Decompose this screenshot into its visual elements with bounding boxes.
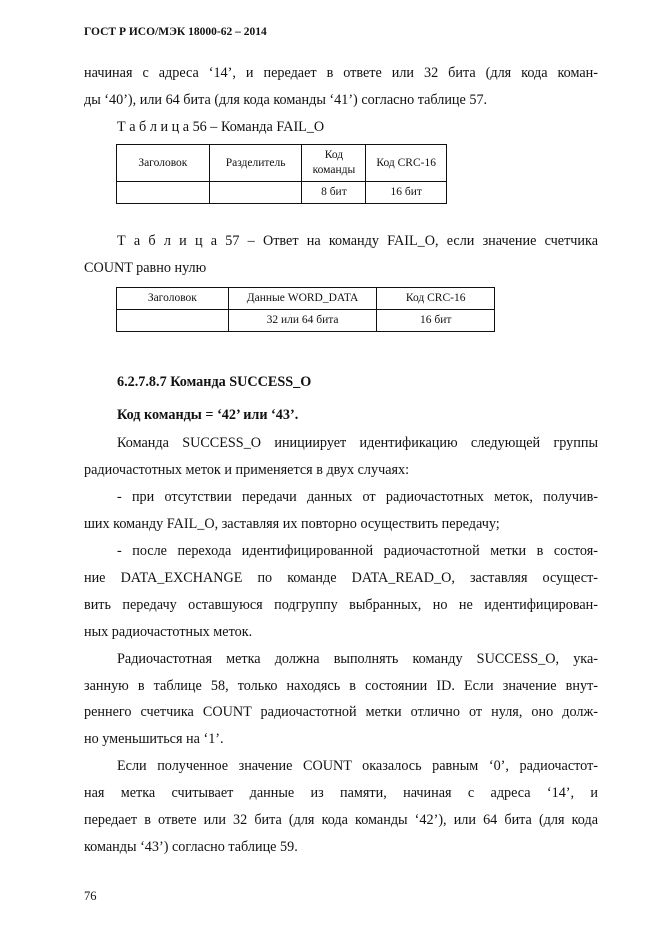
p5-line-3: передает в ответе или 32 бита (для кода команды ‘42’), или 64 бита (для кода — [84, 812, 598, 828]
table57-caption-line-1: Т а б л и ц а 57 – Ответ на команду FAIL_O, если значение счетчика — [117, 233, 598, 249]
p4-line-2: занную в таблице 58, только находясь в состоянии ID. Если значение внут- — [84, 678, 598, 694]
p2-line-1: - при отсутствии передачи данных от радиочастотных меток, получив- — [117, 489, 598, 505]
p4-line-3: реннего счетчика COUNT радиочастотной метки отлично от нуля, оно долж- — [84, 704, 598, 720]
table56-header — [302, 145, 366, 182]
p2-line-2: ших команду FAIL_O, заставляя их повторно осуществить передачу; — [84, 516, 500, 532]
table57-cell: 32 или 64 бита — [228, 310, 377, 332]
p4-line-4: но уменьшиться на ‘1’. — [84, 731, 224, 747]
table56-header: Разделитель — [209, 145, 302, 182]
table-57 — [116, 287, 495, 332]
p4-line-1: Радиочастотная метка должна выполнять команду SUCCESS_O, ука- — [117, 651, 598, 667]
table57-cell — [117, 310, 229, 332]
table56-header-text: Код CRC-16 — [376, 156, 436, 169]
page-number: 76 — [84, 889, 97, 903]
table56-header-text: Код команды — [312, 149, 356, 176]
table57-header: Код CRC-16 — [377, 288, 495, 310]
p3-line-4: ных радиочастотных меток. — [84, 624, 253, 640]
table56-cell: 16 бит — [366, 182, 447, 204]
p1-line-2: радиочастотных меток и применяется в двух случаях: — [84, 462, 410, 478]
document-header: ГОСТ Р ИСО/МЭК 18000-62 – 2014 — [84, 26, 267, 38]
table56-caption: Т а б л и ц а 56 – Команда FAIL_O — [117, 119, 325, 135]
table56-header: Заголовок — [117, 145, 210, 182]
table57-caption-line-2: COUNT равно нулю — [84, 260, 207, 276]
p3-line-2: ние DATA_EXCHANGE по команде DATA_READ_O, заставляя осущест- — [84, 570, 598, 586]
command-code: Код команды = ‘42’ или ‘43’. — [117, 407, 299, 423]
section-title: 6.2.7.8.7 Команда SUCCESS_O — [117, 374, 312, 390]
table56-cell: 8 бит — [302, 182, 366, 204]
p3-line-1: - после перехода идентифицированной радиочастотной метки в состоя- — [117, 543, 598, 559]
table56-cell — [117, 182, 210, 204]
p5-line-4: команды ‘43’) согласно таблице 59. — [84, 839, 298, 855]
intro-line-1: начиная с адреса ‘14’, и передает в ответе или 32 бита (для кода коман- — [84, 65, 598, 81]
table-56 — [116, 144, 447, 204]
table57-cell: 16 бит — [377, 310, 495, 332]
intro-line-2: ды ‘40’), или 64 бита (для кода команды ‘41’) согласно таблице 57. — [84, 92, 488, 108]
table56-header — [366, 145, 447, 182]
table56-cell — [209, 182, 302, 204]
p1-line-1: Команда SUCCESS_O инициирует идентификацию следующей группы — [117, 435, 598, 451]
p3-line-3: вить передачу оставшуюся подгруппу выбранных, но не идентифицирован- — [84, 597, 598, 613]
table57-header: Заголовок — [117, 288, 229, 310]
table57-header: Данные WORD_DATA — [228, 288, 377, 310]
p5-line-1: Если полученное значение COUNT оказалось равным ‘0’, радиочастот- — [117, 758, 598, 774]
p5-line-2: ная метка считывает данные из памяти, начиная с адреса ‘14’, и — [84, 785, 598, 801]
